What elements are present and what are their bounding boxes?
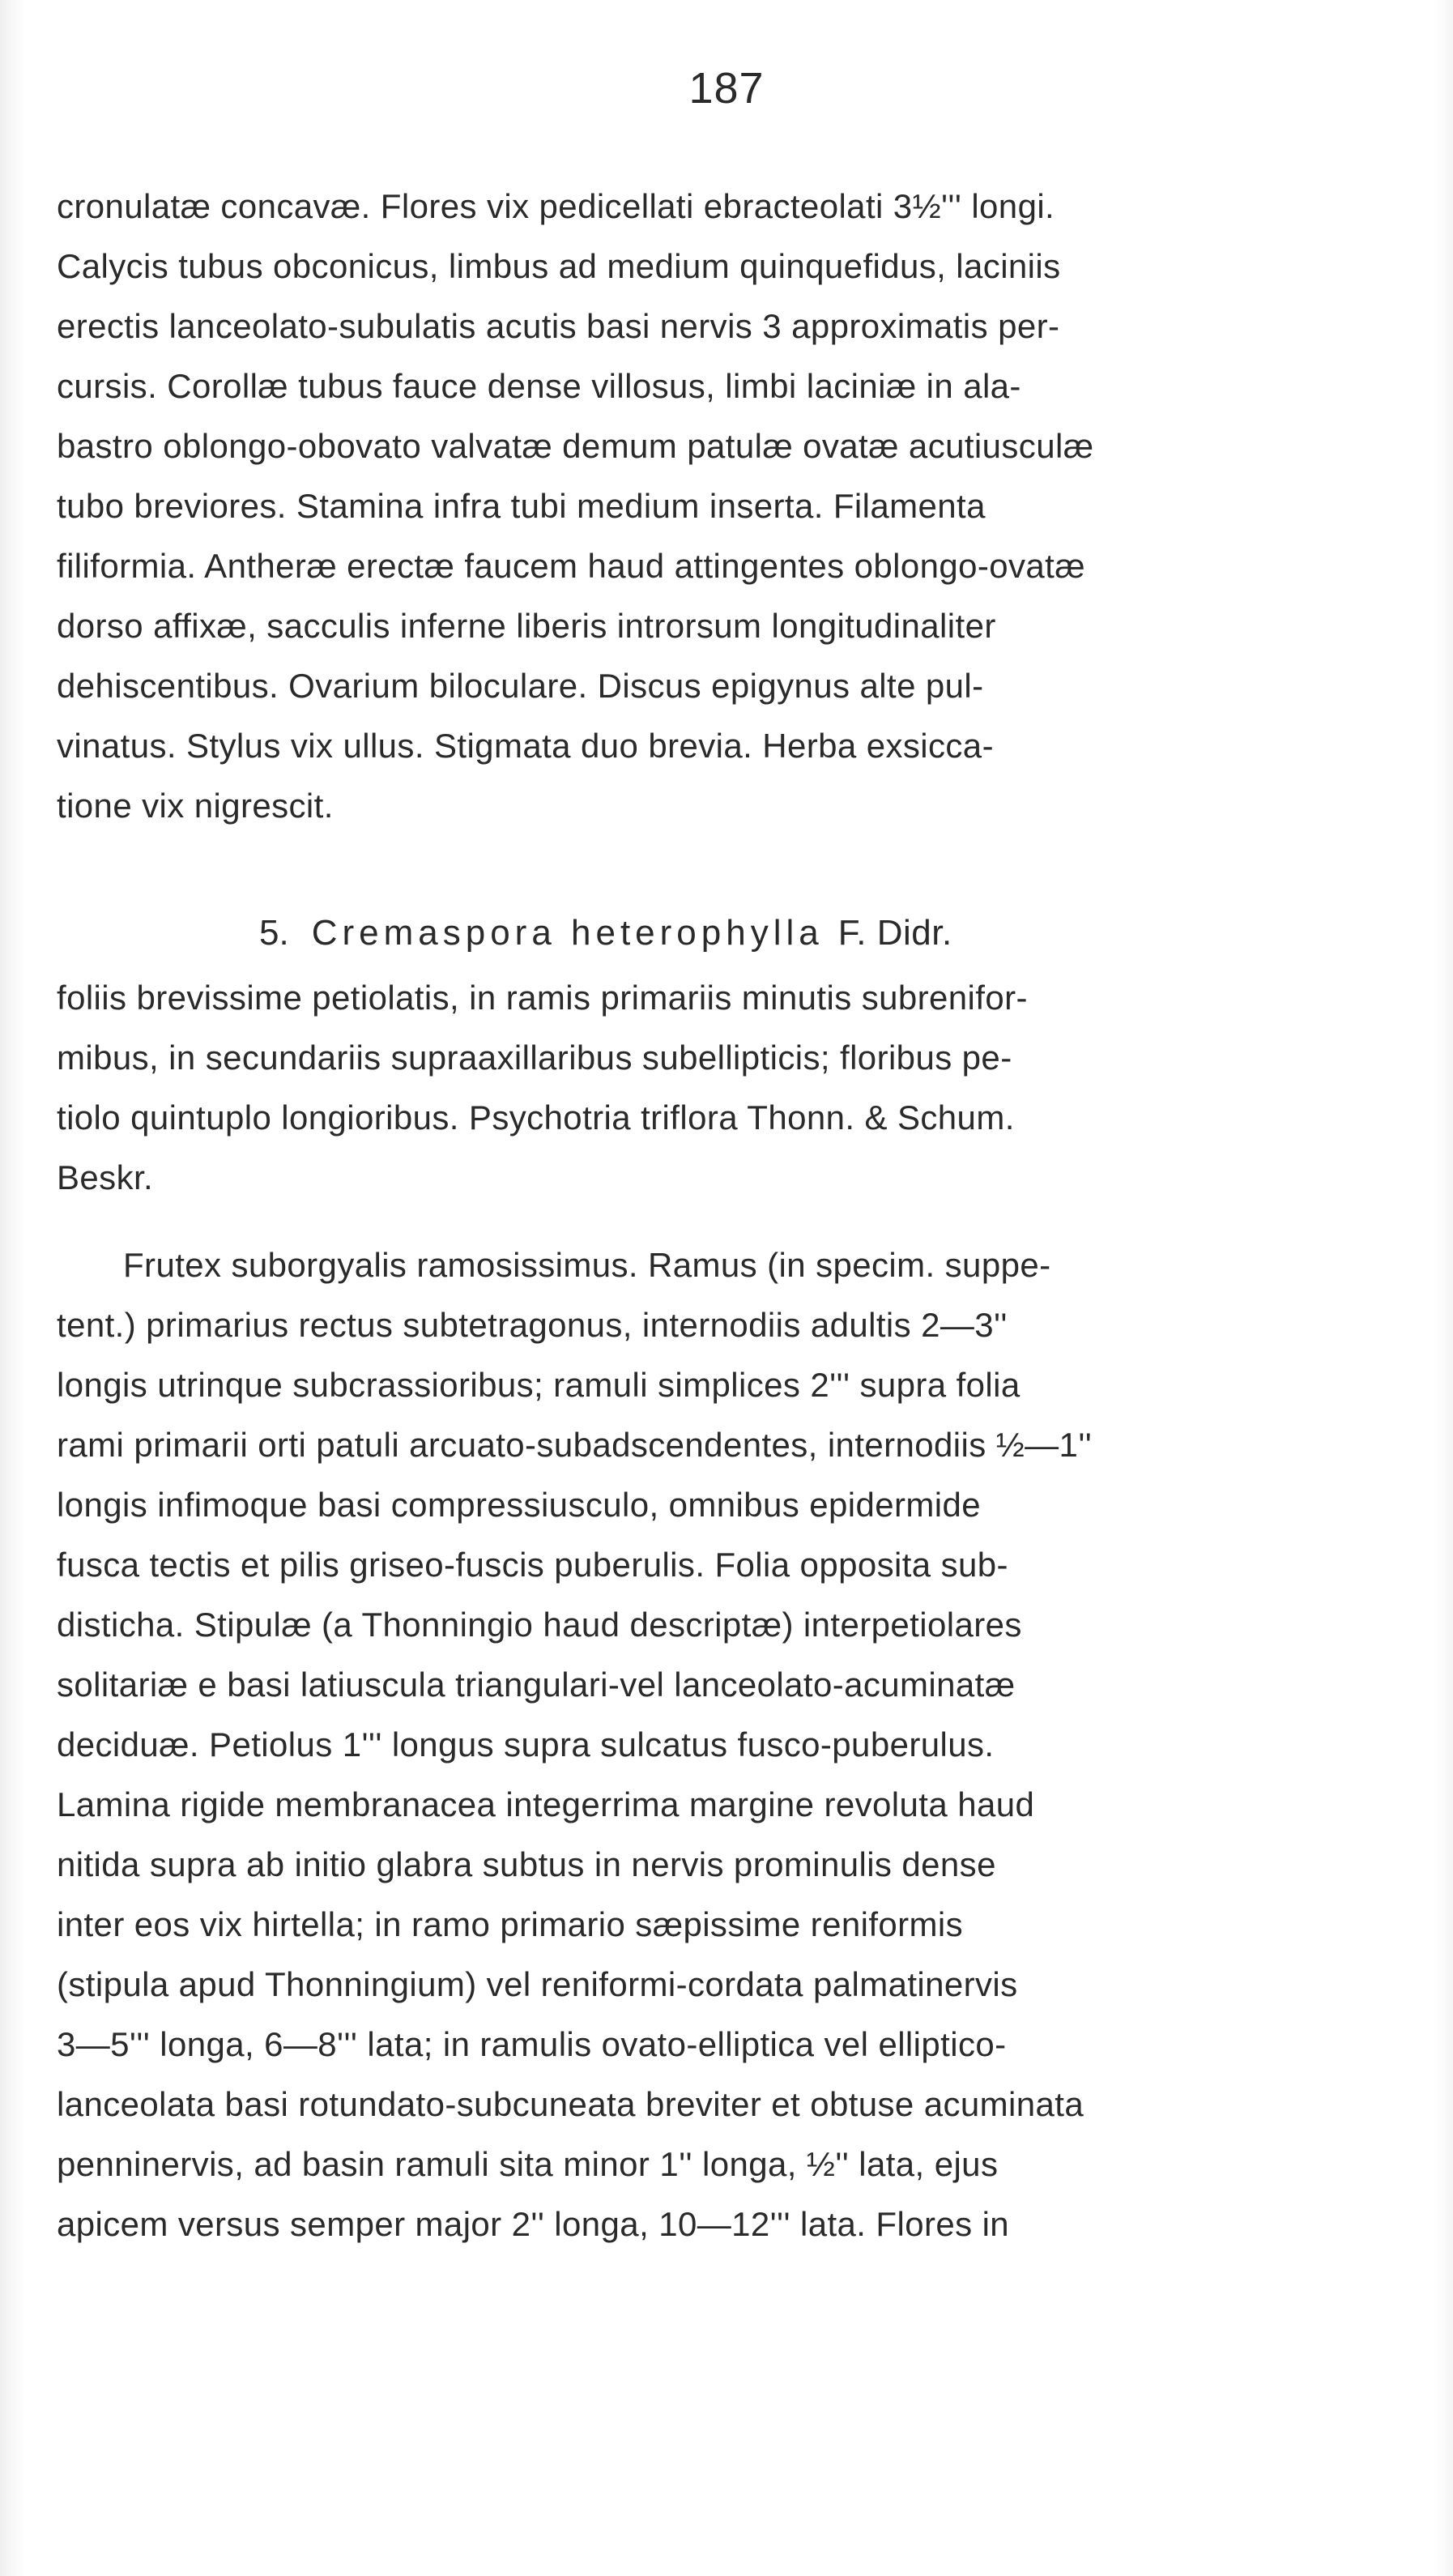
paragraph-description (57, 1235, 1255, 2254)
text-line: disticha. Stipulæ (a Thonningio haud descriptæ) interpetiolares (57, 1606, 1022, 1644)
text-line: cronulatæ concavæ. Flores vix pedicellati ebracteolati 3½''' longi. (57, 187, 1055, 225)
species-name: Cremaspora heterophylla (311, 913, 824, 953)
text-line: dehiscentibus. Ovarium biloculare. Discus epigynus alte pul- (57, 667, 984, 705)
text-line: lanceolata basi rotundato-subcuneata breviter et obtuse acuminata (57, 2085, 1084, 2123)
text-line: tione vix nigrescit. (57, 787, 334, 825)
text-line: penninervis, ad basin ramuli sita minor 1'' longa, ½'' lata, ejus (57, 2145, 999, 2183)
text-line: apicem versus semper major 2'' longa, 10—12''' lata. Flores in (57, 2205, 1010, 2243)
text-line: filiformia. Antheræ erectæ faucem haud attingentes oblongo-ovatæ (57, 547, 1085, 585)
text-line: foliis brevissime petiolatis, in ramis primariis minutis subrenifor- (57, 979, 1028, 1017)
text-line: nitida supra ab initio glabra subtus in nervis prominulis dense (57, 1845, 996, 1883)
text-line: Calycis tubus obconicus, limbus ad medium quinquefidus, laciniis (57, 247, 1061, 285)
text-line: Beskr. (57, 1158, 154, 1196)
text-line: dorso affixæ, sacculis inferne liberis introrsum longitudinaliter (57, 607, 996, 645)
text-line: Frutex suborgyalis ramosissimus. Ramus (in specim. suppe- (123, 1246, 1051, 1284)
text-line: erectis lanceolato-subulatis acutis basi nervis 3 approximatis per- (57, 307, 1060, 345)
text-line: cursis. Corollæ tubus fauce dense villosus, limbi laciniæ in ala- (57, 367, 1021, 405)
text-line: mibus, in secundariis supraaxillaribus subellipticis; floribus pe- (57, 1039, 1012, 1077)
text-line: tent.) primarius rectus subtetragonus, internodiis adultis 2—3'' (57, 1306, 1008, 1344)
text-line: tubo breviores. Stamina infra tubi medium inserta. Filamenta (57, 487, 986, 525)
species-number: 5. (259, 913, 289, 953)
text-line: (stipula apud Thonningium) vel reniformi-cordata palmatinervis (57, 1965, 1018, 2003)
text-line: bastro oblongo-obovato valvatæ demum patulæ ovatæ acutiusculæ (57, 427, 1094, 465)
text-line: Lamina rigide membranacea integerrima margine revoluta haud (57, 1785, 1035, 1823)
text-line: longis infimoque basi compressiusculo, omnibus epidermide (57, 1486, 982, 1524)
text-line: solitariæ e basi latiuscula triangulari-vel lanceolato-acuminatæ (57, 1665, 1016, 1704)
page-number: 187 (688, 64, 765, 113)
paragraph-diagnosis (57, 968, 1255, 1208)
paragraph-flower-description (57, 177, 1255, 836)
text-line: fusca tectis et pilis griseo-fuscis puberulis. Folia opposita sub- (57, 1546, 1008, 1584)
text-line: deciduæ. Petiolus 1''' longus supra sulcatus fusco-puberulus. (57, 1725, 995, 1764)
text-line: longis utrinque subcrassioribus; ramuli simplices 2''' supra folia (57, 1366, 1021, 1404)
text-line: inter eos vix hirtella; in ramo primario sæpissime reniformis (57, 1905, 964, 1943)
species-heading (259, 915, 1231, 951)
species-author: F. Didr. (837, 913, 952, 953)
text-line: 3—5''' longa, 6—8''' lata; in ramulis ovato-elliptica vel elliptico- (57, 2025, 1007, 2063)
text-line: rami primarii orti patuli arcuato-subadscendentes, internodiis ½—1'' (57, 1426, 1093, 1464)
text-line: tiolo quintuplo longioribus. Psychotria triflora Thonn. & Schum. (57, 1098, 1015, 1137)
text-line: vinatus. Stylus vix ullus. Stigmata duo brevia. Herba exsicca- (57, 727, 994, 765)
